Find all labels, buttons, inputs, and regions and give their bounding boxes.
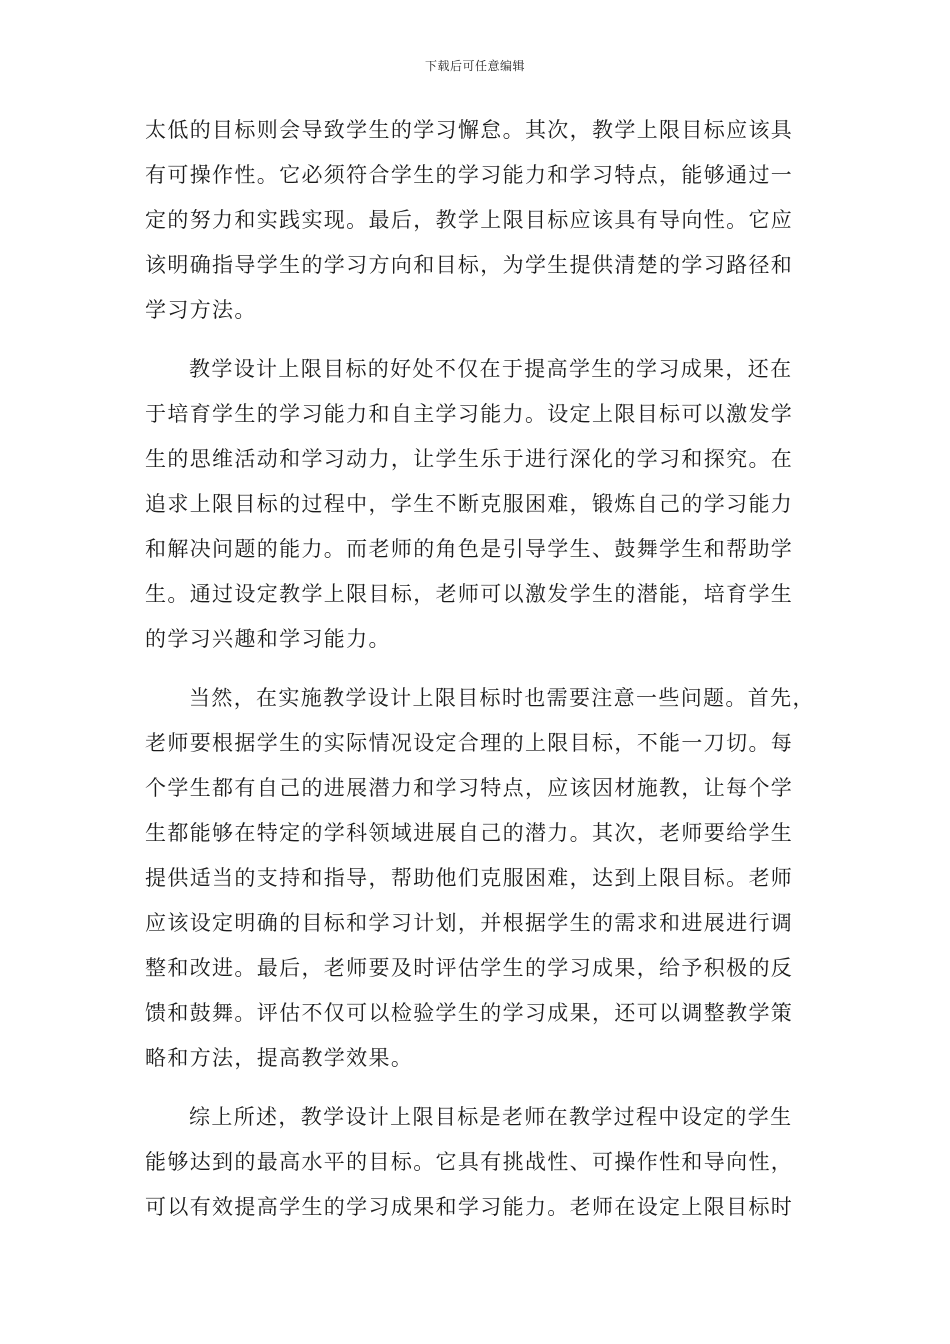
- document-body: [145, 108, 815, 1244]
- paragraph-line: 生。通过设定教学上限目标，老师可以激发学生的潜能，培育学生: [145, 582, 794, 606]
- paragraph-line: 和解决问题的能力。而老师的角色是引导学生、鼓舞学生和帮助学: [145, 537, 794, 561]
- paragraph-line: 有可操作性。它必须符合学生的学习能力和学习特点，能够通过一: [145, 163, 794, 187]
- paragraph-1: [145, 108, 805, 333]
- paragraph-line: 太低的目标则会导致学生的学习懈怠。其次，教学上限目标应该具: [145, 118, 794, 142]
- paragraph-line: 提供适当的支持和指导，帮助他们克服困难，达到上限目标。老师: [145, 866, 794, 890]
- paragraph-line: 的学习兴趣和学习能力。: [145, 627, 391, 651]
- paragraph-line: 定的努力和实践实现。最后，教学上限目标应该具有导向性。它应: [145, 208, 794, 232]
- paragraph-line: 馈和鼓舞。评估不仅可以检验学生的学习成果，还可以调整教学策: [145, 1001, 794, 1025]
- paragraph-line: 应该设定明确的目标和学习计划，并根据学生的需求和进展进行调: [145, 911, 794, 935]
- paragraph-line: 略和方法，提高教学效果。: [145, 1046, 414, 1070]
- paragraph-line: 追求上限目标的过程中，学生不断克服困难，锻炼自己的学习能力: [145, 492, 794, 516]
- paragraph-line: 生都能够在特定的学科领域进展自己的潜力。其次，老师要给学生: [145, 821, 794, 845]
- paragraph-line: 整和改进。最后，老师要及时评估学生的学习成果，给予积极的反: [145, 956, 794, 980]
- paragraph-line: 老师要根据学生的实际情况设定合理的上限目标，不能一刀切。每: [145, 731, 794, 755]
- paragraph-line: 综上所述，教学设计上限目标是老师在教学过程中设定的学生: [189, 1105, 793, 1129]
- paragraph-4: [145, 1095, 805, 1230]
- paragraph-line: 于培育学生的学习能力和自主学习能力。设定上限目标可以激发学: [145, 402, 794, 426]
- paragraph-line: 该明确指导学生的学习方向和目标，为学生提供清楚的学习路径和: [145, 253, 794, 277]
- paragraph-line: 当然，在实施教学设计上限目标时也需要注意一些问题。首先，: [189, 686, 815, 710]
- paragraph-line: 能够达到的最高水平的目标。它具有挑战性、可操作性和导向性，: [145, 1150, 794, 1174]
- paragraph-line: 教学设计上限目标的好处不仅在于提高学生的学习成果，还在: [189, 357, 793, 381]
- paragraph-line: 可以有效提高学生的学习成果和学习能力。老师在设定上限目标时: [145, 1195, 794, 1219]
- paragraph-3: [145, 676, 815, 1081]
- paragraph-line: 学习方法。: [145, 298, 257, 322]
- paragraph-line: 个学生都有自己的进展潜力和学习特点，应该因材施教，让每个学: [145, 776, 794, 800]
- page-header: 下载后可任意编辑: [424, 59, 525, 73]
- paragraph-line: 生的思维活动和学习动力，让学生乐于进行深化的学习和探究。在: [145, 447, 794, 471]
- paragraph-2: [145, 347, 805, 662]
